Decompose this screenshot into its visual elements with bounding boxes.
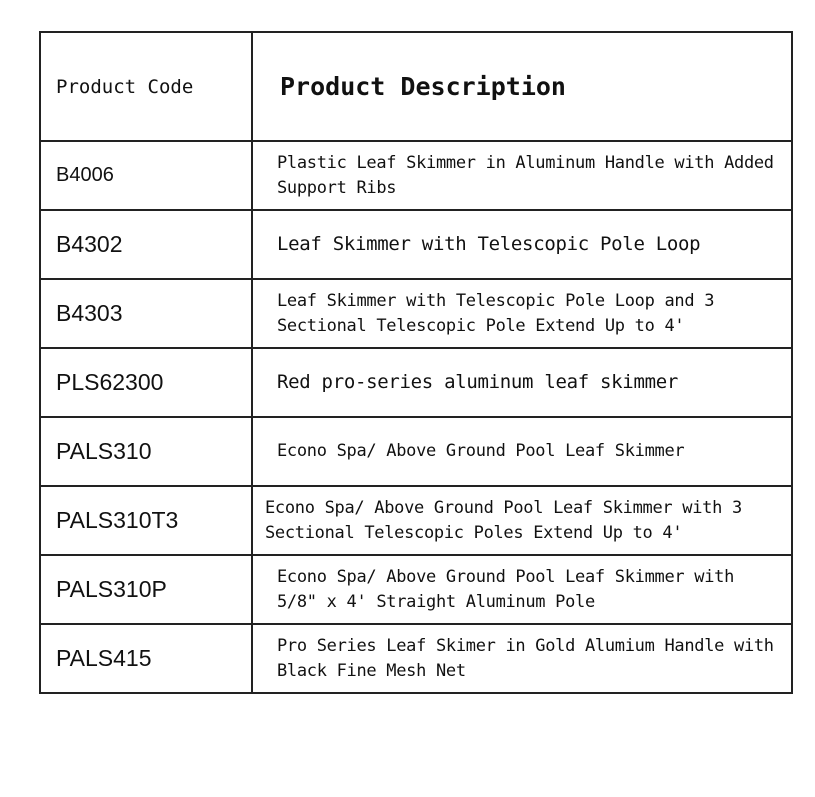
table-row (40, 417, 792, 486)
product-description-cell: Plastic Leaf Skimmer in Aluminum Handle with Added Support Ribs (252, 141, 792, 210)
product-description-cell: Econo Spa/ Above Ground Pool Leaf Skimmer with 5/8" x 4' Straight Aluminum Pole (252, 555, 792, 624)
product-description-cell: Pro Series Leaf Skimer in Gold Alumium Handle with Black Fine Mesh Net (252, 624, 792, 693)
table-row (40, 141, 792, 210)
table-row (40, 486, 792, 555)
product-code-cell: B4302 (40, 210, 252, 279)
product-code-cell: B4303 (40, 279, 252, 348)
product-code-cell: B4006 (40, 141, 252, 210)
table-row (40, 279, 792, 348)
table-header-row (40, 32, 792, 141)
product-code-cell: PLS62300 (40, 348, 252, 417)
product-description-cell: Leaf Skimmer with Telescopic Pole Loop and 3 Sectional Telescopic Pole Extend Up to 4' (252, 279, 792, 348)
product-description-cell: Econo Spa/ Above Ground Pool Leaf Skimmer with 3 Sectional Telescopic Poles Extend Up to 4' (252, 486, 792, 555)
product-description-cell: Red pro-series aluminum leaf skimmer (252, 348, 792, 417)
product-code-cell: PALS415 (40, 624, 252, 693)
table-row (40, 624, 792, 693)
product-code-cell: PALS310T3 (40, 486, 252, 555)
product-code-cell: PALS310 (40, 417, 252, 486)
product-table (39, 31, 793, 694)
product-description-cell: Leaf Skimmer with Telescopic Pole Loop (252, 210, 792, 279)
table-row (40, 348, 792, 417)
product-description-cell: Econo Spa/ Above Ground Pool Leaf Skimmer (252, 417, 792, 486)
header-product-description: Product Description (252, 32, 792, 141)
table-row (40, 210, 792, 279)
header-product-code: Product Code (40, 32, 252, 141)
table-row (40, 555, 792, 624)
product-code-cell: PALS310P (40, 555, 252, 624)
